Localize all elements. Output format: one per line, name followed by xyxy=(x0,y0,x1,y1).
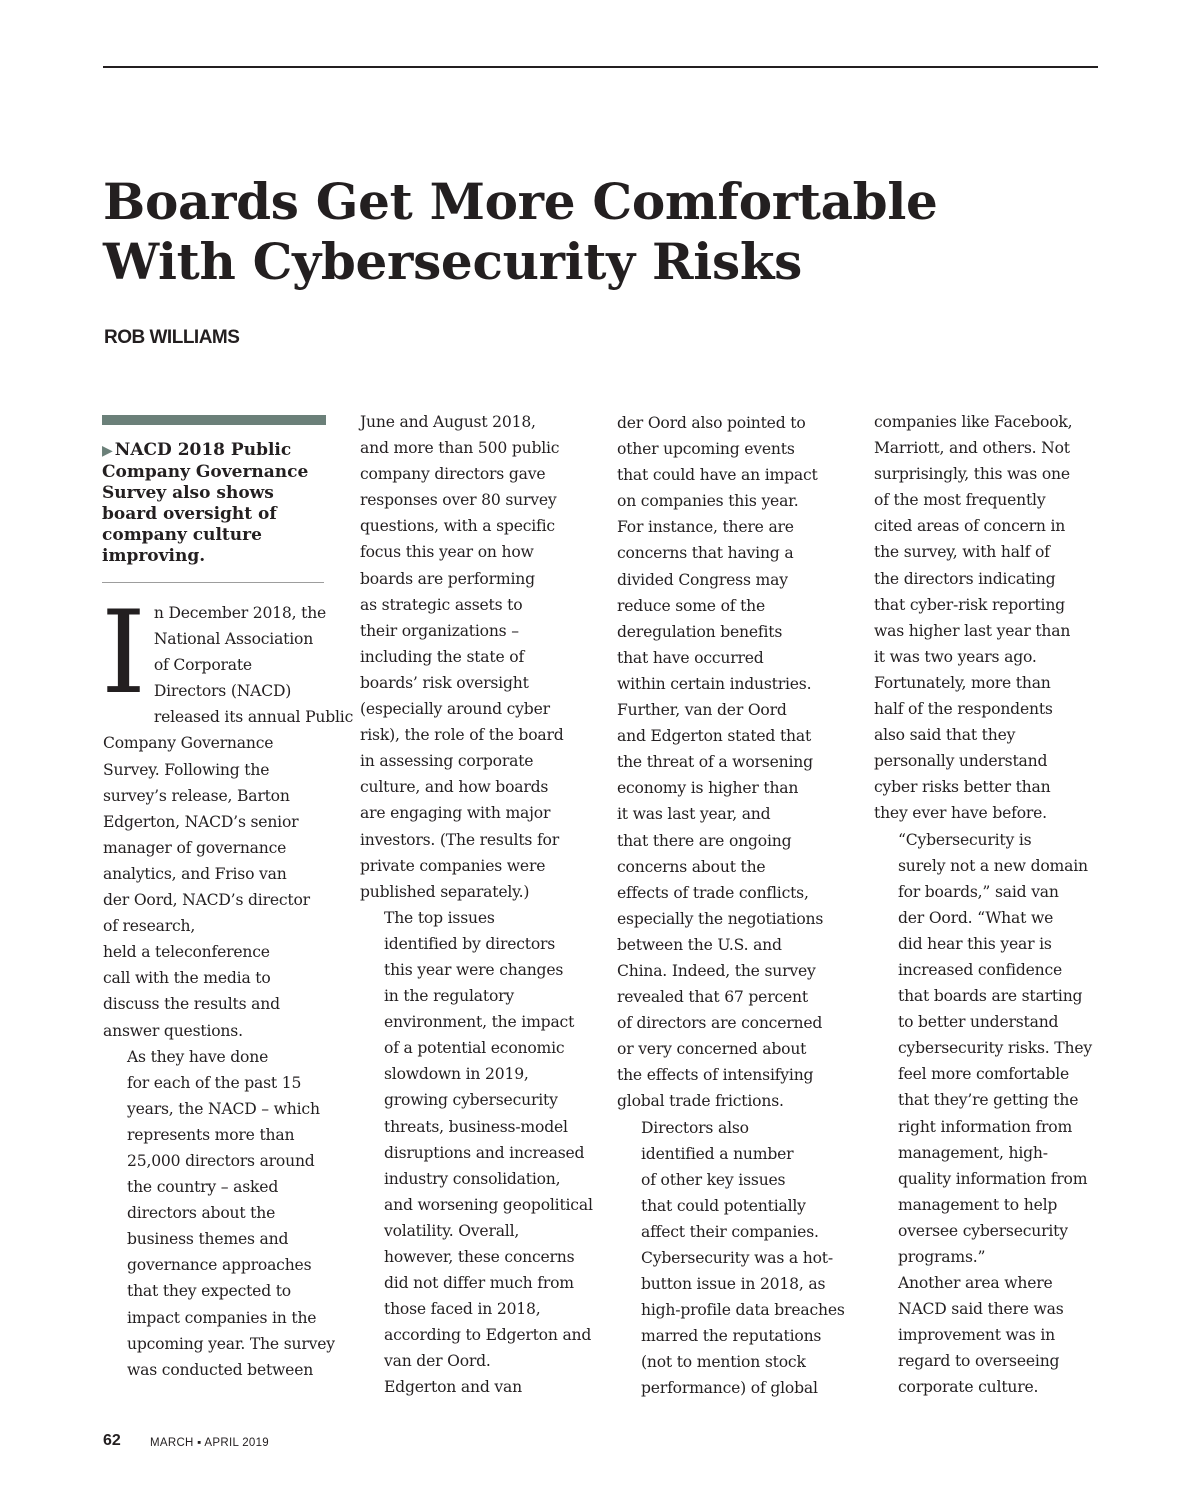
text-line: that they expected to xyxy=(127,1282,291,1301)
text-line: call with the media to xyxy=(103,969,271,988)
text-line: management to help xyxy=(898,1195,1058,1214)
text-line: identified a number xyxy=(641,1144,794,1163)
body-column-2 xyxy=(360,409,592,1401)
text-line: did hear this year is xyxy=(898,934,1052,953)
text-line: For instance, there are xyxy=(617,518,794,537)
text-line: n December 2018, the xyxy=(153,604,327,622)
body-column-4 xyxy=(874,409,1106,1401)
text-line: button issue in 2018, as xyxy=(641,1275,826,1294)
text-line: that boards are starting xyxy=(898,987,1083,1006)
text-line: this year were changes xyxy=(384,960,564,979)
page-number: 62 xyxy=(103,1432,121,1449)
text-line: affect their companies. xyxy=(641,1222,819,1241)
drop-cap: I xyxy=(101,586,146,719)
text-line: in assessing corporate xyxy=(360,752,534,771)
text-line: reduce some of the xyxy=(617,596,766,615)
text-line: that could potentially xyxy=(641,1196,806,1215)
text-line: effects of trade conflicts, xyxy=(617,883,809,902)
text-line: cyber risks better than xyxy=(874,778,1051,797)
deck-line: Survey also shows xyxy=(102,483,274,503)
text-line: responses over 80 survey xyxy=(360,491,557,510)
text-line: Edgerton and van xyxy=(384,1378,522,1397)
text-line: feel more comfortable xyxy=(898,1065,1070,1084)
paragraph xyxy=(360,905,592,1375)
text-line: especially the negotiations xyxy=(617,909,824,928)
text-line: released its annual Public xyxy=(153,708,354,727)
text-line: risk), the role of the board xyxy=(360,726,564,745)
text-line: of Corporate xyxy=(153,656,252,675)
text-line: of a potential economic xyxy=(384,1039,565,1058)
text-line: der Oord, NACD’s director xyxy=(103,891,310,910)
text-line: between the U.S. and xyxy=(617,935,782,954)
deck-line: Company Governance xyxy=(102,462,309,482)
text-line: questions, with a specific xyxy=(360,517,555,536)
text-line: Survey. Following the xyxy=(103,760,270,779)
text-line: for each of the past 15 xyxy=(127,1073,302,1092)
text-line: their organizations – xyxy=(360,621,519,640)
text-line: did not differ much from xyxy=(384,1274,574,1293)
text-line: business themes and xyxy=(127,1230,289,1249)
text-line: it was two years ago. xyxy=(874,647,1037,666)
paragraph xyxy=(874,409,1106,827)
text-line: those faced in 2018, xyxy=(384,1300,541,1319)
sidebar-accent-bar xyxy=(102,415,326,425)
text-line: China. Indeed, the survey xyxy=(617,961,816,980)
text-line: focus this year on how xyxy=(360,543,534,562)
text-line: Marriott, and others. Not xyxy=(874,439,1070,458)
text-line: increased confidence xyxy=(898,960,1063,979)
text-line: 25,000 directors around xyxy=(127,1151,315,1170)
text-line: as strategic assets to xyxy=(360,595,523,614)
text-line: global trade frictions. xyxy=(617,1092,784,1111)
text-line: that they’re getting the xyxy=(898,1091,1079,1110)
paragraph xyxy=(360,1374,592,1400)
text-line: The top issues xyxy=(384,908,495,927)
paragraph xyxy=(360,409,592,905)
text-line: environment, the impact xyxy=(384,1013,575,1032)
text-line: manager of governance xyxy=(103,838,287,857)
text-line: Cybersecurity was a hot- xyxy=(641,1249,833,1267)
text-line: personally understand xyxy=(874,752,1048,771)
text-line: published separately.) xyxy=(360,882,530,901)
text-line: that there are ongoing xyxy=(617,831,792,850)
text-line: however, these concerns xyxy=(384,1248,575,1266)
text-line: in the regulatory xyxy=(384,987,514,1006)
top-rule xyxy=(103,66,1098,68)
issue-date: MARCH ▪ APRIL 2019 xyxy=(150,1437,269,1449)
text-line: to better understand xyxy=(898,1013,1059,1032)
text-line: volatility. Overall, xyxy=(384,1221,520,1240)
text-line: the survey, with half of xyxy=(874,543,1050,562)
deck-line: NACD 2018 Public xyxy=(114,440,292,460)
text-line: directors about the xyxy=(127,1204,276,1223)
text-line: years, the NACD – which xyxy=(127,1099,320,1118)
text-line: “Cybersecurity is xyxy=(898,830,1032,849)
text-line: growing cybersecurity xyxy=(384,1091,558,1110)
text-line: Directors also xyxy=(641,1118,749,1137)
text-line: Further, van der Oord xyxy=(617,701,787,720)
text-line: marred the reputations xyxy=(641,1327,822,1346)
text-line: was conducted between xyxy=(127,1360,314,1379)
text-line: surprisingly, this was one xyxy=(874,465,1070,484)
text-line: also said that they xyxy=(874,726,1016,745)
text-line: companies like Facebook, xyxy=(874,413,1073,431)
text-line: industry consolidation, xyxy=(384,1169,561,1188)
text-line: June and August 2018, xyxy=(360,413,536,431)
article-title xyxy=(103,172,1093,292)
text-line: investors. (The results for xyxy=(360,830,559,849)
deck xyxy=(102,440,326,567)
text-line: corporate culture. xyxy=(898,1378,1039,1397)
body-column-3 xyxy=(617,410,849,1402)
text-line: As they have done xyxy=(127,1047,269,1066)
text-line: of research, xyxy=(103,917,196,936)
text-line: divided Congress may xyxy=(617,570,788,589)
text-line: high-profile data breaches xyxy=(641,1301,845,1320)
text-line: and worsening geopolitical xyxy=(384,1195,593,1214)
text-line: cited areas of concern in xyxy=(874,517,1066,536)
text-line: der Oord also pointed to xyxy=(617,414,806,432)
text-line: including the state of xyxy=(360,647,525,666)
text-line: it was last year, and xyxy=(617,805,771,824)
text-line: was higher last year than xyxy=(874,621,1071,640)
text-line: identified by directors xyxy=(384,934,556,953)
text-line: impact companies in the xyxy=(127,1308,317,1327)
byline: ROB WILLIAMS xyxy=(104,327,240,348)
text-line: of directors are concerned xyxy=(617,1014,823,1033)
paragraph xyxy=(874,1270,1106,1400)
text-line: that could have an impact xyxy=(617,466,818,485)
text-line: Directors (NACD) xyxy=(153,682,292,701)
deck-line: board oversight of xyxy=(102,504,277,524)
text-line: or very concerned about xyxy=(617,1040,807,1059)
text-line: Fortunately, more than xyxy=(874,673,1051,692)
text-line: right information from xyxy=(898,1117,1073,1136)
text-line: disruptions and increased xyxy=(384,1143,585,1162)
text-line: governance approaches xyxy=(127,1256,312,1275)
title-line-2: With Cybersecurity Risks xyxy=(103,232,803,291)
text-line: Company Governance xyxy=(103,734,274,753)
text-line: company directors gave xyxy=(360,465,546,484)
text-line: NACD said there was xyxy=(898,1300,1064,1319)
text-line: performance) of global xyxy=(641,1379,818,1398)
text-line: other upcoming events xyxy=(617,440,795,459)
text-line: oversee cybersecurity xyxy=(898,1221,1068,1240)
text-line: (not to mention stock xyxy=(641,1353,806,1372)
text-line: der Oord. “What we xyxy=(898,908,1054,927)
text-line: discuss the results and xyxy=(103,995,280,1014)
text-line: concerns that having a xyxy=(617,544,794,563)
text-line: improvement was in xyxy=(898,1326,1055,1345)
text-line: survey’s release, Barton xyxy=(103,786,290,805)
text-line: quality information from xyxy=(898,1169,1088,1188)
text-line: of the most frequently xyxy=(874,491,1046,510)
text-line: deregulation benefits xyxy=(617,622,783,641)
text-line: regard to overseeing xyxy=(898,1352,1060,1371)
text-line: the directors indicating xyxy=(874,569,1056,588)
text-line: and Edgerton stated that xyxy=(617,727,812,746)
text-line: cybersecurity risks. They xyxy=(898,1039,1092,1058)
deck-line: company culture xyxy=(102,525,262,545)
paragraph xyxy=(617,1115,849,1402)
text-line: culture, and how boards xyxy=(360,778,549,797)
text-line: answer questions. xyxy=(103,1021,243,1040)
text-line: boards are performing xyxy=(360,569,535,588)
text-line: the country – asked xyxy=(127,1178,279,1197)
text-line: held a teleconference xyxy=(103,943,270,962)
text-line: according to Edgerton and xyxy=(384,1326,592,1345)
body-column-1 xyxy=(101,586,354,1383)
text-line: programs.” xyxy=(898,1248,986,1266)
text-line: for boards,” said van xyxy=(898,882,1059,901)
text-line: (especially around cyber xyxy=(360,700,550,719)
text-line: represents more than xyxy=(127,1125,295,1144)
text-line: half of the respondents xyxy=(874,700,1053,719)
text-line: economy is higher than xyxy=(617,779,799,798)
text-line: slowdown in 2019, xyxy=(384,1065,529,1084)
text-line: that have occurred xyxy=(617,648,764,667)
text-line: the effects of intensifying xyxy=(617,1066,814,1085)
text-line: revealed that 67 percent xyxy=(617,988,808,1007)
text-line: threats, business-model xyxy=(384,1117,568,1136)
text-line: they ever have before. xyxy=(874,804,1047,823)
text-line: management, high- xyxy=(898,1143,1048,1162)
text-line: Edgerton, NACD’s senior xyxy=(103,812,299,831)
text-line: surely not a new domain xyxy=(898,856,1088,875)
paragraph xyxy=(617,410,849,1115)
text-line: of other key issues xyxy=(641,1170,786,1189)
text-line: private companies were xyxy=(360,856,546,875)
text-line: the threat of a worsening xyxy=(617,753,813,772)
text-line: are engaging with major xyxy=(360,804,551,823)
paragraph xyxy=(103,1044,335,1383)
text-line: National Association xyxy=(153,630,314,649)
text-line: van der Oord. xyxy=(384,1352,491,1371)
text-line: Another area where xyxy=(898,1274,1053,1293)
text-line: that cyber-risk reporting xyxy=(874,595,1065,614)
deck-line: improving. xyxy=(102,546,206,566)
text-line: within certain industries. xyxy=(617,674,812,693)
text-line: upcoming year. The survey xyxy=(127,1334,335,1353)
paragraph xyxy=(874,827,1106,1271)
text-line: and more than 500 public xyxy=(360,439,560,458)
deck-divider xyxy=(102,582,324,583)
text-line: on companies this year. xyxy=(617,492,799,511)
text-line: concerns about the xyxy=(617,857,766,876)
text-line: analytics, and Friso van xyxy=(103,864,287,883)
text-line: boards’ risk oversight xyxy=(360,673,529,692)
title-line-1: Boards Get More Comfortable xyxy=(103,172,938,231)
triangle-right-icon: ▶ xyxy=(102,443,113,459)
